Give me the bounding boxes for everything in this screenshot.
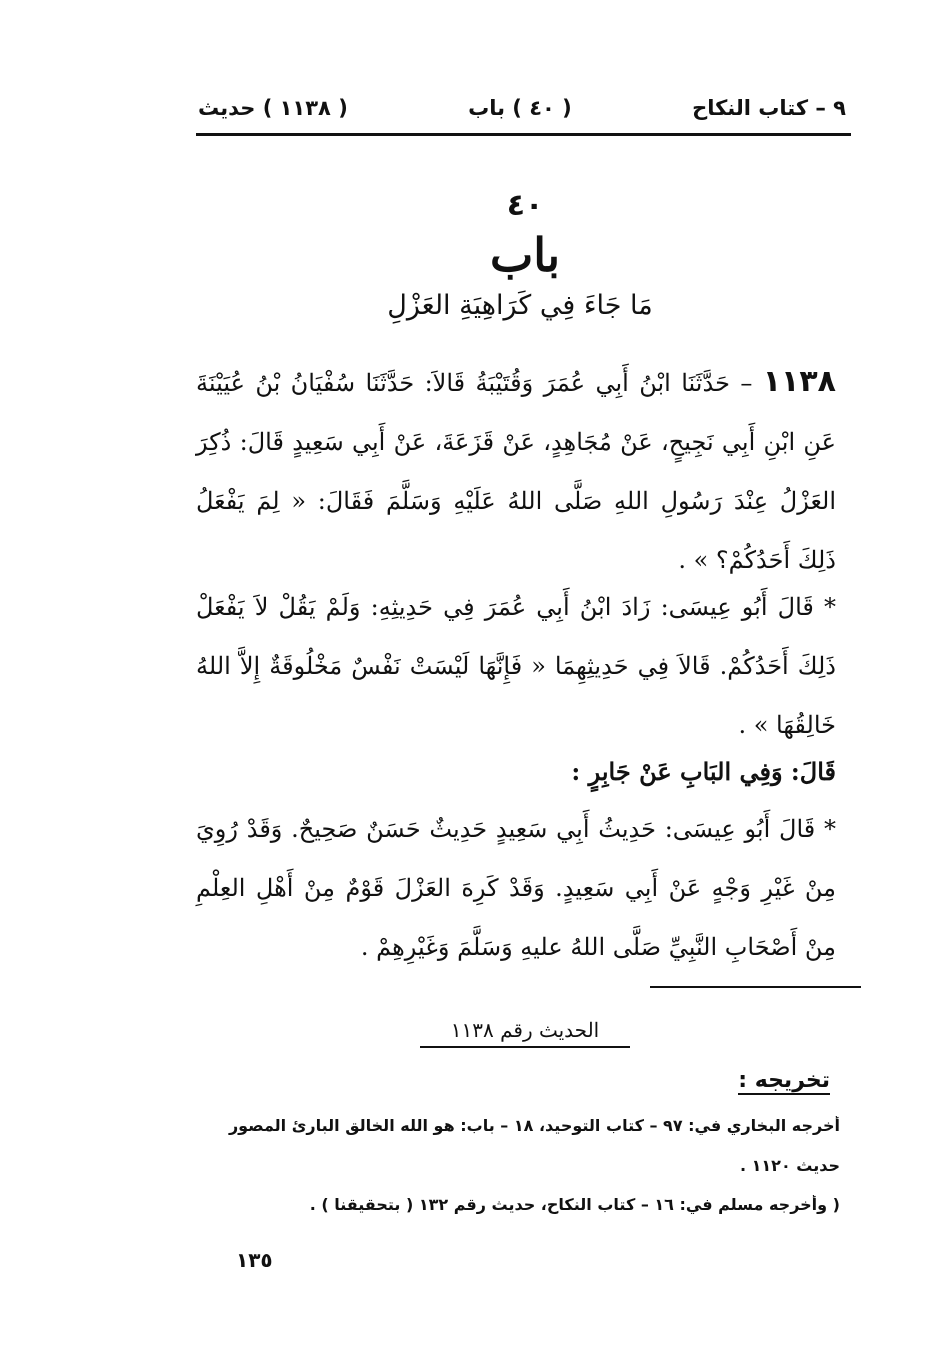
- footnote-line-3: ( وأخرجه مسلم في: ١٦ – كتاب النكاح، حديث رقم ١٣٢ ( بتحقيقنا ) .: [309, 1195, 840, 1214]
- commentary-paragraph-1: * قَالَ أَبُو عِيسَى: زَادَ ابْنُ أَبِي عُمَرَ فِي حَدِيثِهِ: وَلَمْ يَقُلْ لاَ يَفْعَلْ ذَلِكَ أَحَدُكُمْ. قَالاَ فِي حَدِيثِهِمَا « فَإِنَّهَا لَيْسَتْ نَفْسٌ مَخْلُوقَةٌ إِلاَّ اللهُ خَالِقُهَا » .: [196, 593, 836, 739]
- chapter-title: مَا جَاءَ فِي كَرَاهِيَةِ العَزْلِ: [387, 290, 653, 321]
- takhrij-label: [690, 1068, 830, 1093]
- hadith-paragraph: [196, 352, 836, 587]
- footnote-line-1: أخرجه البخاري في: ٩٧ – كتاب التوحيد، ١٨ – باب: هو الله الخالق البارئ المصور: [228, 1116, 840, 1135]
- header-hadith-number: ( ١١٣٨ ) حديث: [198, 96, 348, 120]
- running-header: [198, 88, 846, 128]
- header-chapter: ٩ – كتاب النكاح: [692, 96, 846, 120]
- footnote-rule: [650, 986, 861, 988]
- footnote-heading: الحديث رقم ١١٣٨: [420, 1018, 630, 1048]
- footnote-line-2: حديث ١١٢٠ .: [739, 1156, 840, 1175]
- hadith-number: ١١٣٨: [762, 364, 836, 399]
- page-number: ١٣٥: [236, 1248, 273, 1272]
- hadith-text: – حَدَّثَنَا ابْنُ أَبِي عُمَرَ وَقُتَيْبَةُ قَالاَ: حَدَّثَنَا سُفْيَانُ بْنُ عُيَيْنَةَ عَنِ ابْنِ أَبِي نَجِيحٍ، عَنْ مُجَاهِدٍ، عَنْ قَزَعَةَ، عَنْ أَبِي سَعِيدٍ قَالَ: ذُكِرَ العَزْلُ عِنْدَ رَسُولِ اللهِ صَلَّى اللهُ عَلَيْهِ وَسَلَّمَ فَقَالَ: « لِمَ يَفْعَلُ ذَلِكَ أَحَدُكُمْ؟ » .: [196, 369, 837, 574]
- header-rule: [196, 133, 851, 136]
- chapter-label: باب: [489, 228, 561, 282]
- chapter-number: ٤٠: [506, 188, 544, 223]
- commentary-paragraph-2: قَالَ: وَفِي البَابِ عَنْ جَابِرٍ :: [571, 757, 836, 786]
- header-bab: ( ٤٠ ) باب: [468, 96, 572, 120]
- takhrij-label-text: تخريجه :: [738, 1068, 830, 1093]
- commentary-paragraph-3: * قَالَ أَبُو عِيسَى: حَدِيثُ أَبِي سَعِيدٍ حَدِيثٌ حَسَنٌ صَحِيحٌ. وَقَدْ رُوِيَ مِنْ غَيْرِ وَجْهٍ عَنْ أَبِي سَعِيدٍ. وَقَدْ كَرِهَ العَزْلَ قَوْمٌ مِنْ أَهْلِ العِلْمِ مِنْ أَصْحَابِ النَّبِيِّ صَلَّى اللهُ عليهِ وَسَلَّمَ وَغَيْرِهِمْ .: [196, 815, 836, 961]
